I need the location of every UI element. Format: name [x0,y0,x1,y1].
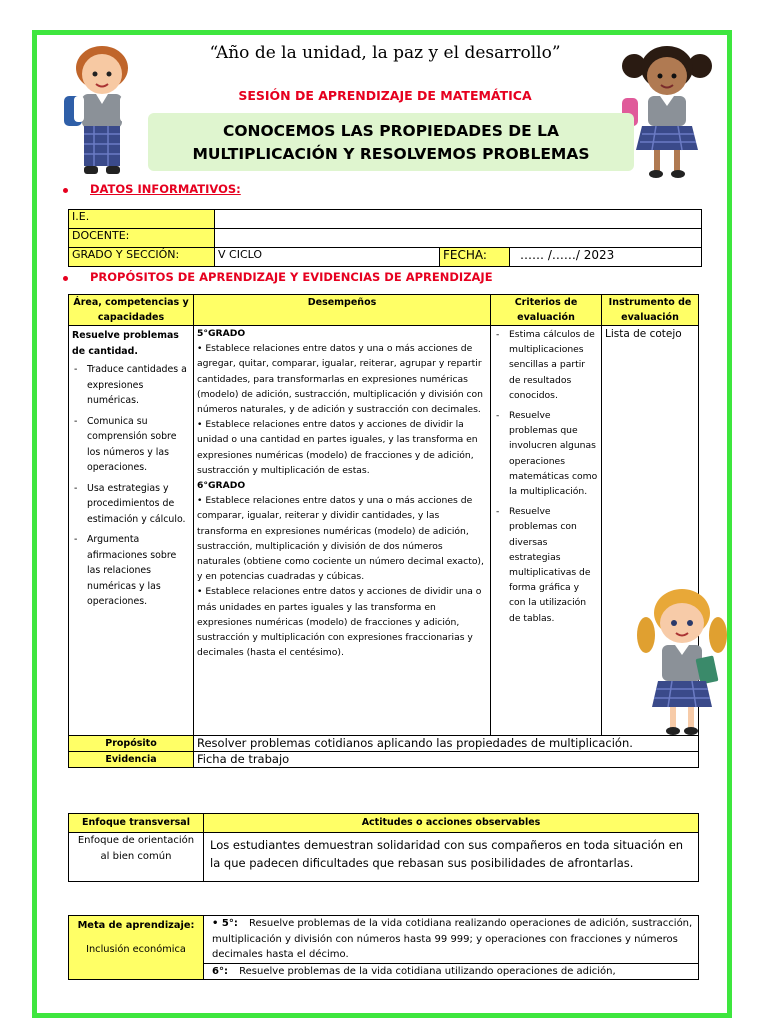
meta-6-label: 6°: [212,965,228,977]
list-item: • Establece relaciones entre datos y una o más acciones de comparar, igualar, reiterar y dividir cantidades, y las transforma en expresiones numéricas (modelo) de adición, sustracción, multiplicación y división de dos números naturales (obtiene como cociente un número decimal exacto), y en potencias cuadradas y cúbicas. [197,495,484,583]
meta-6-cell [204,963,699,980]
bullet-icon [63,276,68,281]
list-item: • Establece relaciones entre datos y acciones de dividir la unidad o una cantidad en partes iguales, y las transforma en expresiones numéricas (modelo) de fracciones y de adición, sustracción y multiplicación de estas. [197,419,478,476]
capacidades-list [72,362,190,610]
propositos-table [68,294,699,768]
list-item: - Resuelve problemas con diversas estrategias multiplicativas de forma gráfica y con la utilización de tablas. [494,504,598,626]
meta-5-text: Resuelve problemas de la vida cotidiana realizando operaciones de adición, sustracción, multiplicación y división con números hasta 99 999; y operaciones con fracciones y números decimales hasta el décimo. [212,918,693,960]
fecha-label: FECHA: [440,248,510,267]
evidencia-label: Evidencia [69,752,194,768]
enfoque-col2-header: Actitudes o acciones observables [204,814,699,833]
list-item: - Traduce cantidades a expresiones numéricas. [72,362,190,409]
col-desempenos-header: Desempeños [194,295,491,326]
meta-5-label: 5°: [221,918,238,929]
bullet-icon [63,188,68,193]
enfoque-col1-header: Enfoque transversal [69,814,204,833]
grado5-title: 5°GRADO [197,328,246,339]
criterios-cell [491,326,602,736]
ie-value [215,210,702,229]
meta-5-cell: • 5°: Resuelve problemas de la vida cotidiana realizando operaciones de adición, sustracción, multiplicación y división con números hasta 99 999; y operaciones con fracciones y números decimales hasta el décimo. [204,916,699,964]
list-item: - Resuelve problemas que involucren algunas operaciones matemáticas como la multiplicación. [494,408,598,499]
boy-student-illustration [52,38,152,178]
list-item: - Argumenta afirmaciones sobre las relaciones numéricas y las operaciones. [72,532,190,610]
title-line-2: MULTIPLICACIÓN Y RESOLVEMOS PROBLEMAS [192,145,590,163]
docente-label: DOCENTE: [69,229,215,248]
area-cell [69,326,194,736]
enfoque-name: Enfoque de orientación al bien común [69,833,204,882]
grado-value: V CICLO [215,248,440,267]
meta-label-cell [69,916,204,980]
list-item: - Usa estrategias y procedimientos de estimación y cálculo. [72,481,190,528]
ie-label: I.E. [69,210,215,229]
datos-table [68,209,702,267]
meta-table [68,915,699,980]
proposito-value: Resolver problemas cotidianos aplicando las propiedades de multiplicación. [194,736,699,752]
competencia: Resuelve problemas de cantidad. [72,330,179,357]
page-title [148,120,634,166]
meta-sub: Inclusión económica [86,943,186,955]
session-label: SESIÓN DE APRENDIZAJE DE MATEMÁTICA [238,88,532,103]
docente-value [215,229,702,248]
col-criterios-header: Criterios de evaluación [491,295,602,326]
enfoque-text: Los estudiantes demuestran solidaridad con sus compañeros en toda situación en la que padecen dificultades que rebasan sus posibilidades de afrontarlas. [204,833,699,882]
datos-heading: DATOS INFORMATIVOS: [90,182,241,196]
list-item: • Establece relaciones entre datos y acciones de dividir una o más unidades en partes iguales y las transforma en expresiones numéricas (modelo) de fracciones y adición, sustracción y multiplicación con expresiones fraccionarias y decimales (hasta el centésimo). [197,586,482,659]
grado-label: GRADO Y SECCIÓN: [69,248,215,267]
grado6-title: 6°GRADO [197,480,246,492]
instrumento-cell: Lista de cotejo [602,326,699,736]
title-line-1: CONOCEMOS LAS PROPIEDADES DE LA [222,122,560,140]
list-item: - Comunica su comprensión sobre los números y las operaciones. [72,414,190,476]
proposito-label: Propósito [69,736,194,752]
list-item: - Estima cálculos de multiplicaciones sencillas a partir de resultados conocidos. [494,327,598,403]
meta-label: Meta de aprendizaje: [77,920,195,931]
propositos-heading: PROPÓSITOS DE APRENDIZAJE Y EVIDENCIAS DE APRENDIZAJE [90,270,493,284]
evidencia-value: Ficha de trabajo [194,752,699,768]
list-item: • Establece relaciones entre datos y una o más acciones de agregar, quitar, comparar, igualar, reiterar, agrupar y repartir cantidades, para transformarlas en expresiones numéricas (modelo) de adición, sustracción, multiplicación y división con números naturales, y de adición y sustracción con decimales. [197,343,483,416]
col-area-header: Área, competencias y capacidades [69,295,194,326]
col-instrumento-header: Instrumento de evaluación [602,295,699,326]
girl-with-book-illustration [632,585,732,740]
criterios-list [494,327,598,626]
meta-6-text: Resuelve problemas de la vida cotidiana utilizando operaciones de adición, [239,965,616,977]
desempenos-cell [194,326,491,736]
year-motto: “Año de la unidad, la paz y el desarrollo” [209,43,561,63]
fecha-value: …… /……/ 2023 [510,248,702,267]
enfoque-table [68,813,699,882]
